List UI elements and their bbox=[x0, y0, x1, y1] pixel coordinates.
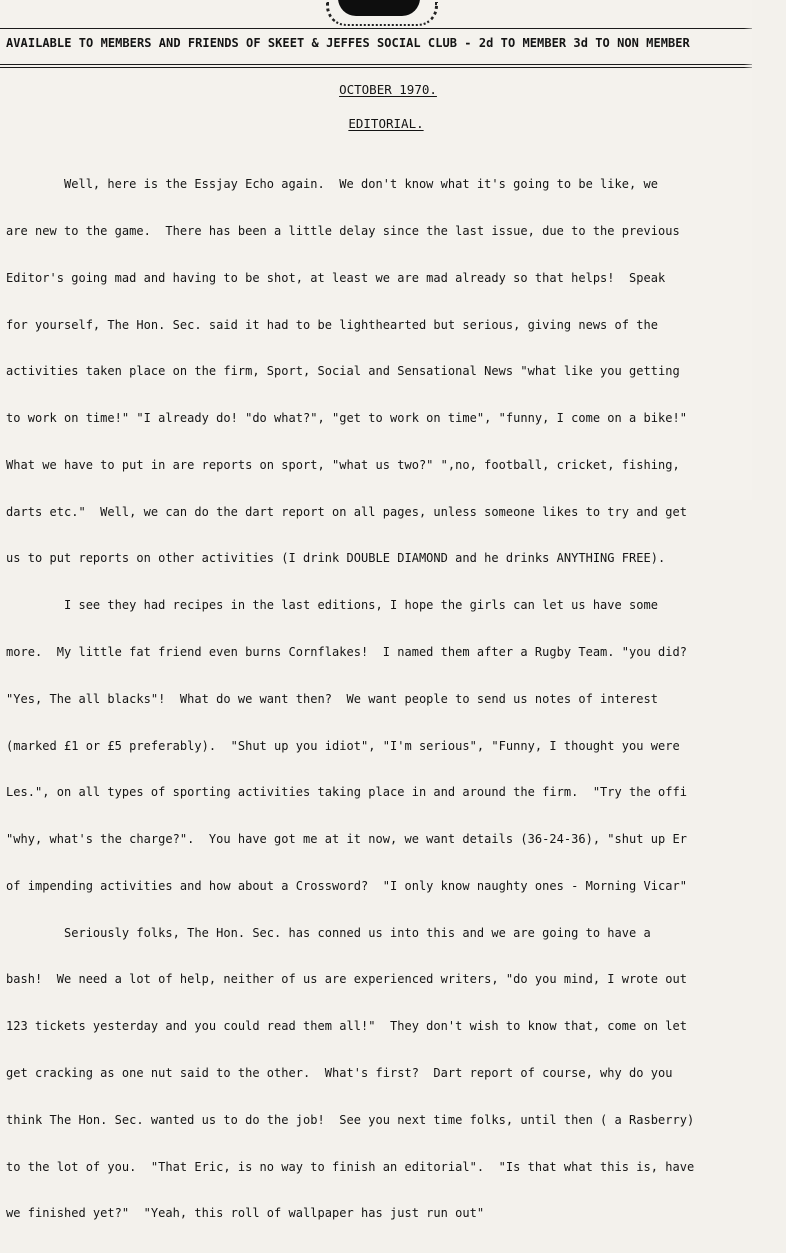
editorial-line: Seriously folks, The Hon. Sec. has conned us into this and we are going to have a bbox=[6, 925, 651, 940]
masthead-logo bbox=[338, 0, 420, 16]
editorial-line: bash! We need a lot of help, neither of us are experienced writers, "do you mind, I wrote out bbox=[6, 972, 687, 987]
editorial-line: more. My little fat friend even burns Cornflakes! I named them after a Rugby Team. "you did? bbox=[6, 645, 687, 659]
editorial-line: I see they had recipes in the last editions, I hope the girls can let us have some bbox=[6, 598, 659, 613]
editorial-line: "why, what's the charge?". You have got me at it now, we want details (36-24-36), "shut up Er bbox=[6, 832, 687, 847]
banner-rule-double bbox=[0, 67, 752, 68]
issue-date-text: OCTOBER 1970. bbox=[339, 82, 437, 97]
top-rule bbox=[0, 28, 752, 29]
editorial-line: get cracking as one nut said to the other. What's first? Dart report of course, why do you bbox=[6, 1066, 673, 1081]
editorial-line: Well, here is the Essjay Echo again. We don't know what it's going to be like, we bbox=[6, 177, 659, 192]
editorial-line: 123 tickets yesterday and you could read them all!" They don't wish to know that, come on let bbox=[6, 1019, 687, 1034]
editorial-line: to the lot of you. "That Eric, is no way to finish an editorial". "Is that what this is, have bbox=[6, 1159, 695, 1174]
banner-rule bbox=[0, 64, 752, 65]
membership-banner: AVAILABLE TO MEMBERS AND FRIENDS OF SKEET & JEFFES SOCIAL CLUB - 2d TO MEMBER 3d TO NON MEMBER bbox=[6, 36, 690, 50]
editorial-line: activities taken place on the firm, Sport, Social and Sensational News "what like you getting bbox=[6, 364, 680, 379]
issue-date bbox=[0, 82, 752, 97]
editorial-line: What we have to put in are reports on sport, "what us two?" ",no, football, cricket, fishing, bbox=[6, 457, 680, 472]
editorial-line: think The Hon. Sec. wanted us to do the job! See you next time folks, until then ( a Rasberry) bbox=[6, 1112, 695, 1127]
editorial-line: us to put reports on other activities (I drink DOUBLE DIAMOND and he drinks ANYTHING FREE). bbox=[6, 551, 666, 566]
section-title-text: EDITORIAL. bbox=[348, 116, 424, 131]
editorial-line: for yourself, The Hon. Sec. said it had to be lighthearted but serious, giving news of the bbox=[6, 317, 659, 332]
section-title bbox=[0, 116, 752, 131]
editorial-line: are new to the game. There has been a little delay since the last issue, due to the previous bbox=[6, 223, 680, 238]
page-edge-shade bbox=[744, 0, 752, 500]
editorial-line: of impending activities and how about a Crossword? "I only know naughty ones - Morning Vicar" bbox=[6, 878, 687, 893]
editorial-body bbox=[6, 146, 786, 1253]
editorial-line: Les.", on all types of sporting activities taking place in and around the firm. "Try the offi bbox=[6, 785, 687, 800]
editorial-line: darts etc." Well, we can do the dart report on all pages, unless someone likes to try and get bbox=[6, 504, 687, 519]
editorial-line: (marked £1 or £5 preferably). "Shut up you idiot", "I'm serious", "Funny, I thought you were bbox=[6, 738, 680, 753]
editorial-line: Editor's going mad and having to be shot, at least we are mad already so that helps! Speak bbox=[6, 270, 666, 285]
editorial-line: we finished yet?" "Yeah, this roll of wallpaper has just run out" bbox=[6, 1206, 485, 1221]
editorial-line: to work on time!" "I already do! "do what?", "get to work on time", "funny, I come on a bike!" bbox=[6, 411, 687, 426]
editorial-line: "Yes, The all blacks"! What do we want then? We want people to send us notes of interest bbox=[6, 691, 659, 706]
